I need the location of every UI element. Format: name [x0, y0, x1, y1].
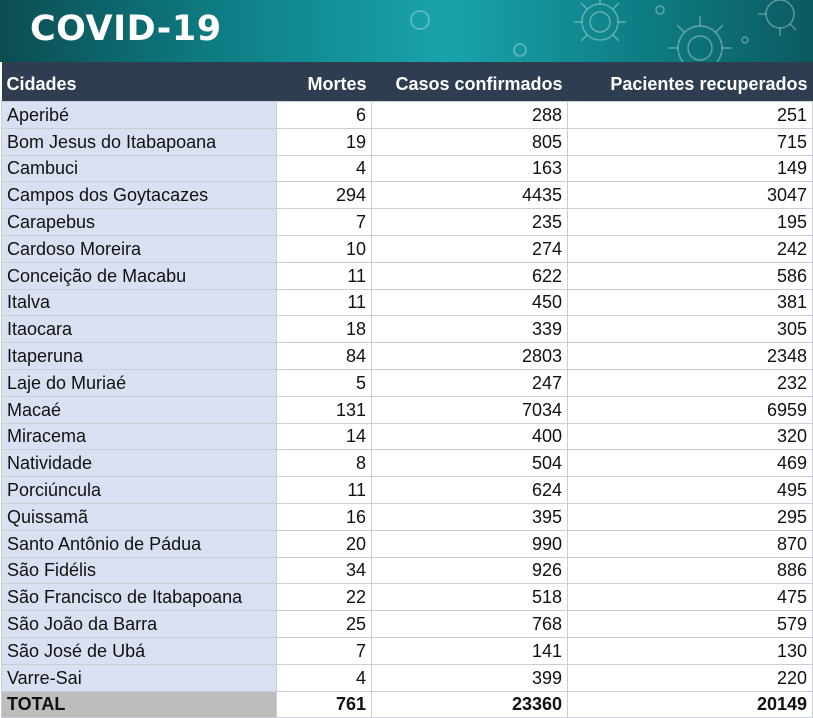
recovered-cell: 20149	[568, 691, 813, 718]
confirmed-cell: 288	[372, 102, 568, 129]
confirmed-cell: 990	[372, 530, 568, 557]
recovered-cell: 251	[568, 102, 813, 129]
deaths-cell: 16	[277, 503, 372, 530]
recovered-cell: 305	[568, 316, 813, 343]
recovered-cell: 130	[568, 637, 813, 664]
recovered-cell: 320	[568, 423, 813, 450]
deaths-cell: 11	[277, 477, 372, 504]
deaths-cell: 8	[277, 450, 372, 477]
deaths-cell: 5	[277, 369, 372, 396]
recovered-cell: 715	[568, 128, 813, 155]
recovered-cell: 579	[568, 611, 813, 638]
table-body	[2, 102, 813, 718]
city-cell: Itaperuna	[2, 343, 277, 370]
recovered-cell: 242	[568, 235, 813, 262]
table-row	[2, 396, 813, 423]
confirmed-cell: 247	[372, 369, 568, 396]
confirmed-cell: 926	[372, 557, 568, 584]
confirmed-cell: 141	[372, 637, 568, 664]
recovered-cell: 469	[568, 450, 813, 477]
table-row	[2, 637, 813, 664]
covid-data-table	[1, 62, 813, 718]
table-row	[2, 423, 813, 450]
table-row	[2, 343, 813, 370]
recovered-cell: 886	[568, 557, 813, 584]
recovered-cell: 6959	[568, 396, 813, 423]
deaths-cell: 18	[277, 316, 372, 343]
deaths-cell: 131	[277, 396, 372, 423]
city-cell: Natividade	[2, 450, 277, 477]
deaths-cell: 761	[277, 691, 372, 718]
confirmed-cell: 450	[372, 289, 568, 316]
recovered-cell: 232	[568, 369, 813, 396]
deaths-cell: 4	[277, 155, 372, 182]
city-cell: Miracema	[2, 423, 277, 450]
confirmed-cell: 768	[372, 611, 568, 638]
confirmed-cell: 518	[372, 584, 568, 611]
recovered-cell: 149	[568, 155, 813, 182]
city-cell: Aperibé	[2, 102, 277, 129]
city-cell: Porciúncula	[2, 477, 277, 504]
deaths-cell: 14	[277, 423, 372, 450]
recovered-cell: 295	[568, 503, 813, 530]
deaths-cell: 7	[277, 209, 372, 236]
deaths-cell: 7	[277, 637, 372, 664]
table-row	[2, 128, 813, 155]
deaths-cell: 19	[277, 128, 372, 155]
confirmed-cell: 4435	[372, 182, 568, 209]
banner-title: COVID-19	[30, 9, 222, 49]
city-cell: Bom Jesus do Itabapoana	[2, 128, 277, 155]
recovered-cell: 2348	[568, 343, 813, 370]
table-row	[2, 611, 813, 638]
recovered-cell: 3047	[568, 182, 813, 209]
city-cell: São Francisco de Itabapoana	[2, 584, 277, 611]
table-row	[2, 262, 813, 289]
city-cell: Varre-Sai	[2, 664, 277, 691]
table-row	[2, 477, 813, 504]
city-cell: São José de Ubá	[2, 637, 277, 664]
recovered-cell: 870	[568, 530, 813, 557]
table-row	[2, 155, 813, 182]
deaths-cell: 84	[277, 343, 372, 370]
deaths-cell: 22	[277, 584, 372, 611]
confirmed-cell: 399	[372, 664, 568, 691]
deaths-cell: 11	[277, 262, 372, 289]
confirmed-cell: 622	[372, 262, 568, 289]
deaths-cell: 4	[277, 664, 372, 691]
city-cell: São João da Barra	[2, 611, 277, 638]
table-row	[2, 503, 813, 530]
city-cell: TOTAL	[2, 691, 277, 718]
table-row	[2, 450, 813, 477]
table-row	[2, 369, 813, 396]
deaths-cell: 34	[277, 557, 372, 584]
table-row	[2, 235, 813, 262]
table-row	[2, 584, 813, 611]
column-header-casos-confirmados: Casos confirmados	[372, 62, 568, 102]
table-row	[2, 182, 813, 209]
deaths-cell: 11	[277, 289, 372, 316]
city-cell: Cambuci	[2, 155, 277, 182]
city-cell: Cardoso Moreira	[2, 235, 277, 262]
confirmed-cell: 504	[372, 450, 568, 477]
confirmed-cell: 2803	[372, 343, 568, 370]
confirmed-cell: 339	[372, 316, 568, 343]
city-cell: Quissamã	[2, 503, 277, 530]
city-cell: Italva	[2, 289, 277, 316]
table-row	[2, 316, 813, 343]
total-row	[2, 691, 813, 718]
confirmed-cell: 7034	[372, 396, 568, 423]
recovered-cell: 495	[568, 477, 813, 504]
confirmed-cell: 23360	[372, 691, 568, 718]
city-cell: São Fidélis	[2, 557, 277, 584]
confirmed-cell: 235	[372, 209, 568, 236]
confirmed-cell: 163	[372, 155, 568, 182]
confirmed-cell: 805	[372, 128, 568, 155]
recovered-cell: 220	[568, 664, 813, 691]
covid-banner	[0, 0, 813, 62]
table-row	[2, 530, 813, 557]
city-cell: Campos dos Goytacazes	[2, 182, 277, 209]
confirmed-cell: 624	[372, 477, 568, 504]
city-cell: Macaé	[2, 396, 277, 423]
deaths-cell: 20	[277, 530, 372, 557]
table-row	[2, 209, 813, 236]
deaths-cell: 10	[277, 235, 372, 262]
table-row	[2, 664, 813, 691]
city-cell: Itaocara	[2, 316, 277, 343]
recovered-cell: 586	[568, 262, 813, 289]
column-header-pacientes-recuperados: Pacientes recuperados	[568, 62, 813, 102]
column-header-mortes: Mortes	[277, 62, 372, 102]
table-row	[2, 289, 813, 316]
table-row	[2, 102, 813, 129]
table-header-row	[2, 62, 813, 102]
recovered-cell: 475	[568, 584, 813, 611]
city-cell: Conceição de Macabu	[2, 262, 277, 289]
confirmed-cell: 274	[372, 235, 568, 262]
deaths-cell: 6	[277, 102, 372, 129]
column-header-cidades: Cidades	[2, 62, 277, 102]
deaths-cell: 294	[277, 182, 372, 209]
recovered-cell: 195	[568, 209, 813, 236]
city-cell: Carapebus	[2, 209, 277, 236]
recovered-cell: 381	[568, 289, 813, 316]
deaths-cell: 25	[277, 611, 372, 638]
confirmed-cell: 395	[372, 503, 568, 530]
city-cell: Santo Antônio de Pádua	[2, 530, 277, 557]
city-cell: Laje do Muriaé	[2, 369, 277, 396]
table-row	[2, 557, 813, 584]
confirmed-cell: 400	[372, 423, 568, 450]
